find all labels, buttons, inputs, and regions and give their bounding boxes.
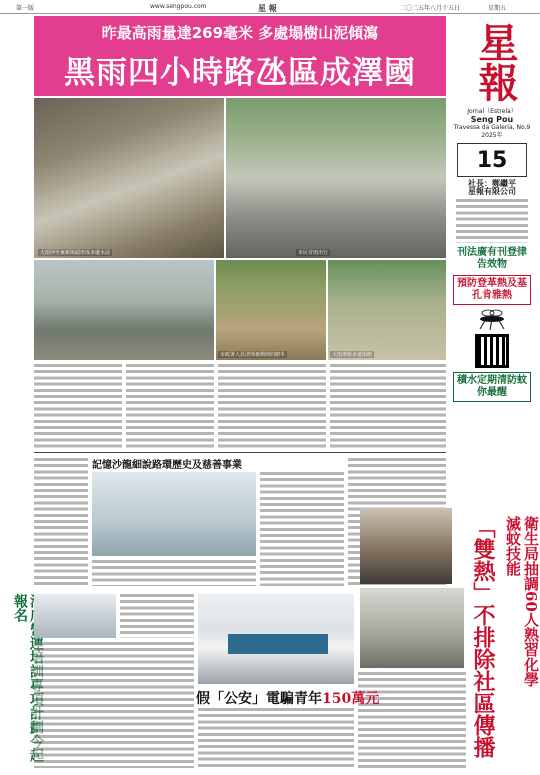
paper-name: 星 報 [258,4,277,13]
masthead-publisher: 星報有限公司 [468,187,516,196]
masthead-name-romanised: Seng Pou [470,115,514,124]
qr-code-icon[interactable] [475,334,509,368]
health-story-column [358,672,466,768]
section-divider [34,452,446,453]
masthead-sidebar [450,16,534,398]
flood-photo-pedestrians [226,98,446,258]
police-car-stripe [228,634,328,654]
photo-caption: 大雨導致多處塌樹 [332,352,373,358]
flood-photo-street [34,98,224,258]
lead-headline: 黑雨四小時路氹區成澤國 [64,55,416,91]
standing-water-ad: 積水定期清防蚊你最醒 [453,372,531,402]
legal-ad-notice: 刊法廣有刊登律告效物 [457,247,527,270]
masthead-contact-block [456,199,528,243]
health-subheadline: 衛生局抽調60人熟習化學滅蚊技能 [504,516,540,687]
mosquito-training-photo [360,588,464,668]
photo-caption: 市政署人員清理被衝倒的樹木 [220,352,286,358]
page-header-strip [0,0,540,14]
mosquito-icon [472,307,512,331]
history-salon-poster [92,472,256,556]
issue-day-number: 15 [476,147,508,173]
issue-date: 二〇二五年八月十五日 [400,5,461,12]
lead-headline-banner [34,16,446,96]
masthead-director: 社長：鄭繼平 [468,179,516,188]
health-headline: 「雙熱」不排除社區傳播 [470,516,496,758]
flood-photo-cars [34,260,214,360]
hotel-training-headline: 報名 [12,594,28,622]
hotel-story-column [34,642,194,768]
history-salon-headline: 記憶沙龍細說路環歷史及慈善事業 [92,460,242,471]
newspaper-logo: 星報 [472,22,519,102]
issue-date-box [457,143,527,177]
fraud-story-column [198,708,354,768]
health-bureau-photo [360,508,452,584]
history-story-column [34,458,88,586]
hotel-training-image [34,594,116,638]
lead-story-column [34,364,122,448]
lead-story-column [330,364,446,448]
photo-caption: 大雨沖至東新街頭形成多處水浸 [40,250,111,256]
masthead-address: Travessa da Galeria, No.9 [453,124,531,131]
hotel-story-column [120,594,194,638]
issue-weekday: 星期五 [488,5,507,12]
road-clearance-photo [328,260,446,360]
fallen-tree-photo [216,260,326,360]
masthead-name-pt: Jornal（Estrela） [467,108,517,115]
police-car-photo [198,594,354,684]
fraud-headline-text: 假「公安」電騙青年 [196,691,322,707]
history-story-column [260,472,344,586]
page-number: 第一版 [16,5,35,12]
fraud-headline [196,688,379,708]
masthead-year: 2025年 [481,132,503,139]
photo-caption: 市民冒雨出行 [298,250,329,256]
fraud-headline-amount: 150萬元 [322,691,380,707]
lead-story-column [126,364,214,448]
history-story-column [92,560,256,586]
lead-story-column [218,364,326,448]
lead-subheadline: 昨最高雨量達269毫米 多處塌樹山泥傾瀉 [101,24,379,42]
dengue-prevention-ad[interactable]: 預防登革熱及基孔肯雅熱 [453,275,531,305]
website-url[interactable]: www.sengpou.com [150,3,207,10]
